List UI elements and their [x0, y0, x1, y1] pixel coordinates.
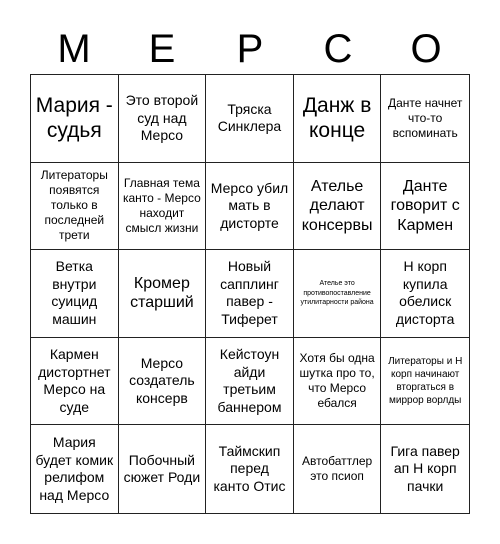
bingo-cell[interactable] [381, 338, 469, 426]
header-letter-e: Е [148, 27, 176, 71]
bingo-cell-text: Гига павер ап Н корп пачки [390, 442, 460, 494]
header-letter-m: М [57, 27, 91, 71]
bingo-cell[interactable] [294, 75, 382, 163]
bingo-cell[interactable] [294, 338, 382, 426]
bingo-cell-text: Мария будет комик релифом над Мерсо [35, 434, 114, 503]
bingo-cell-text: Ветка внутри суицид машин [51, 258, 98, 327]
header-letter-s: С [323, 27, 353, 71]
bingo-cell-text: Главная тема канто - Мерсо находит смысл жизни [122, 175, 201, 235]
bingo-cell[interactable] [294, 163, 382, 251]
bingo-board [30, 74, 470, 514]
bingo-cell[interactable] [31, 163, 119, 251]
bingo-cell[interactable] [294, 425, 382, 513]
bingo-cell[interactable] [381, 425, 469, 513]
bingo-cell-text: Мерсо убил мать в дисторте [210, 179, 289, 231]
bingo-cell[interactable] [119, 425, 207, 513]
bingo-cell-text: Это второй суд над Мерсо [125, 92, 199, 144]
header-letter-o: О [410, 27, 442, 71]
bingo-cell-text: Таймскип перед канто Отис [213, 442, 286, 494]
bingo-cell[interactable] [206, 163, 294, 251]
bingo-cell[interactable] [206, 338, 294, 426]
bingo-cell-text: Ателье делают консервы [301, 177, 373, 234]
bingo-cell-text: Автобаттлер это псиоп [301, 454, 373, 484]
bingo-cell-text: Литераторы появятся только в последней трети [40, 168, 108, 243]
bingo-cell[interactable] [31, 250, 119, 338]
bingo-cell-text: Тряска Синклера [217, 100, 282, 135]
bingo-cell-text: Литераторы и Н корп начинают вторгаться в миррор ворлды [388, 356, 463, 407]
bingo-cell-text: Новый сапплинг павер - Тиферет [220, 258, 279, 327]
bingo-cell-text: Мерсо создатель консерв [129, 354, 195, 406]
bingo-cell[interactable] [119, 75, 207, 163]
bingo-cell-text: Данте говорит с Кармен [390, 177, 460, 234]
bingo-cell-text: Кармен дистортнет Мерсо на суде [38, 346, 111, 415]
bingo-cell[interactable] [31, 75, 119, 163]
bingo-cell[interactable] [294, 250, 382, 338]
bingo-header [30, 26, 470, 72]
header-letter-r: Р [236, 27, 264, 71]
bingo-cell[interactable] [381, 250, 469, 338]
bingo-cell-text: Хотя бы одна шутка про то, что Мерсо ебался [299, 351, 375, 411]
bingo-cell-text: Мария - судья [35, 94, 113, 143]
bingo-cell[interactable] [31, 338, 119, 426]
bingo-cell[interactable] [31, 425, 119, 513]
bingo-cell-text: Кромер старший [130, 274, 194, 312]
bingo-cell[interactable] [119, 250, 207, 338]
bingo-cell-text: Данте начнет что-то вспоминать [387, 95, 463, 140]
bingo-cell[interactable] [119, 338, 207, 426]
bingo-cell[interactable] [119, 163, 207, 251]
bingo-cell-text: Ателье это противопоставление утилитарности района [300, 280, 374, 307]
bingo-cell[interactable] [206, 425, 294, 513]
bingo-cell[interactable] [206, 250, 294, 338]
bingo-cell[interactable] [381, 75, 469, 163]
bingo-cell[interactable] [206, 75, 294, 163]
bingo-cell-text: Н корп купила обелиск дисторта [395, 258, 455, 327]
bingo-cell[interactable] [381, 163, 469, 251]
bingo-cell-text: Кейстоун айди третьим баннером [217, 346, 282, 415]
bingo-cell-text: Побочный сюжет Роди [123, 451, 201, 486]
bingo-cell-text: Данж в конце [302, 94, 372, 143]
